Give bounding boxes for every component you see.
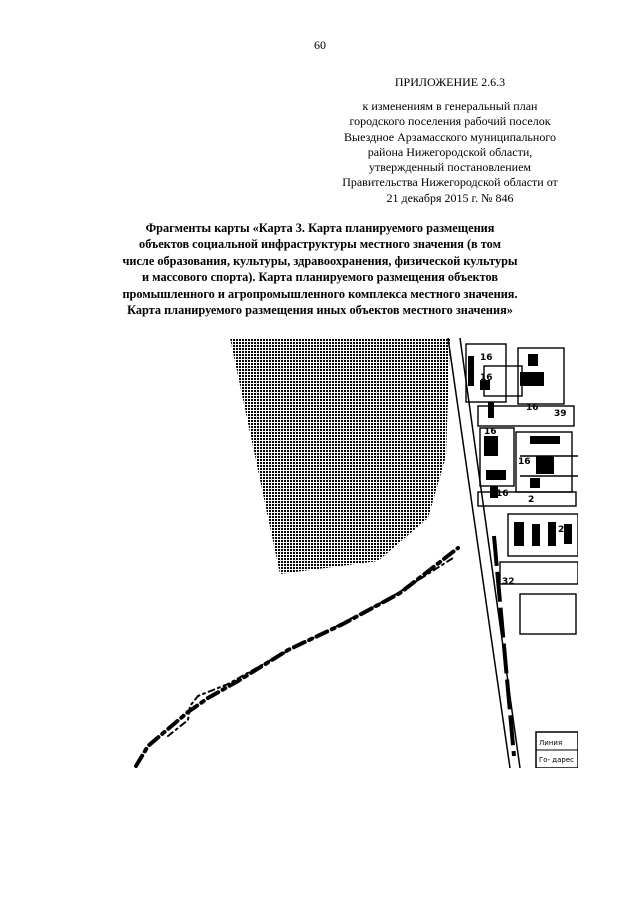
appendix-line: 21 декабря 2015 г. № 846 [386,190,514,205]
map-fragment [128,336,578,768]
map-label: 29 [558,525,571,535]
appendix-line: Выездное Арзамасского муниципального [344,129,556,144]
appendix-line: к изменениям в генеральный план [362,99,538,113]
map-label: 16 [496,489,509,499]
map-label: 39 [554,409,567,419]
map-label: 16 [480,353,493,363]
page-number: 60 [314,38,326,52]
appendix-heading: ПРИЛОЖЕНИЕ 2.6.3 [394,75,506,89]
appendix-line: утвержденный постановлением [369,160,531,175]
boundary-line [136,548,458,766]
map-label: 16 [480,373,493,383]
map-label: 16 [484,427,497,437]
map-label: 2 [528,495,535,505]
legend-line: Линия [539,739,563,747]
map-label: 16 [526,403,539,413]
legend-line: Го- дарес [539,756,575,764]
map-drawing [128,336,578,768]
appendix-line: Правительства Нижегородской области от [342,175,558,190]
title-line: числе образования, культуры, здравоохранения, физической культуры [122,253,518,268]
title-line: и массового спорта). Карта планируемого размещения объектов [142,270,498,285]
appendix-line: района Нижегородской области, [367,144,533,159]
title-line: Карта планируемого размещения иных объектов местного значения» [127,303,513,318]
hatched-zone [230,338,450,574]
map-legend [536,732,578,768]
title-line: объектов социальной инфраструктуры местного значения (в том [139,237,501,252]
title-line: Фрагменты карты «Карта 3. Карта планируемого размещения [145,221,495,235]
title-line: промышленного и агропромышленного комплекса местного значения. [122,286,518,301]
appendix-block [330,75,570,206]
map-label: 16 [518,457,531,467]
map-label: 32 [502,577,515,587]
document-title [95,220,545,318]
appendix-line: городского поселения рабочий поселок [349,114,551,129]
